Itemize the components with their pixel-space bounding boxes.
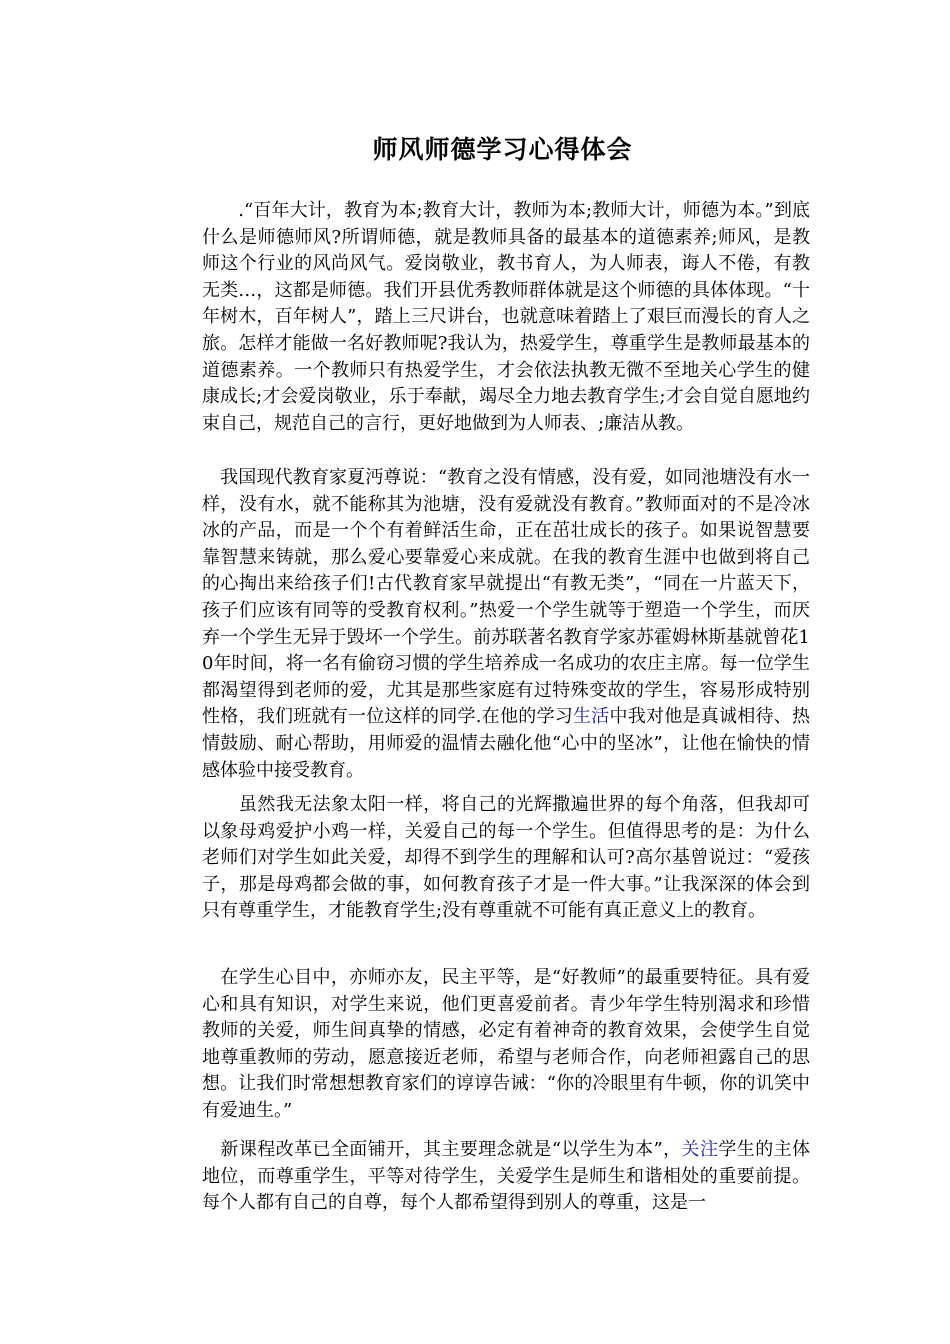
paragraph-text: 学生的主体地位，而尊重学生，平等对待学生，关爱学生是师生和谐相处的重要前提。每个人都有自己的自尊，每个人都希望得到别人的尊重，这是一 bbox=[202, 1139, 811, 1214]
link-focus[interactable]: 关注 bbox=[681, 1139, 719, 1160]
paragraph-4 bbox=[202, 965, 810, 1125]
paragraph-indent bbox=[202, 794, 239, 815]
paragraph-5 bbox=[202, 1137, 810, 1217]
paragraph-text: 我国现代教育家夏沔尊说：“教育之没有情感，没有爱，如同池塘没有水一样，没有水，就不能称其为池塘，没有爱就没有教育。”教师面对的不是冷冰冰的产品，而是一个个有着鲜活生命，正在茁壮成长的孩子。如果说智慧要靠智慧来铸就，那么爱心要靠爱心来成就。在我的教育生涯中也做到将自己的心掏出来给孩子们!古代教育家早就提出“有教无类”，“同在一片蓝天下，孩子们应该有同等的受教育权利。”热爱一个学生就等于塑造一个学生，而厌弃一个学生无异于毁坏一个学生。前苏联著名教育学家苏霍姆林斯基就曾花10年时间，将一名有偷窃习惯的学生培养成一名成功的农庄主席。每一位学生都渴望得到老师的爱，尤其是那些家庭有过特殊变故的学生，容易形成特别性格，我们班就有一位这样的同学.在他的学习 bbox=[202, 467, 811, 728]
paragraph-2 bbox=[202, 465, 810, 784]
paragraph-text: 在学生心目中，亦师亦友，民主平等，是“好教师”的最重要特征。具有爱心和具有知识，对学生来说，他们更喜爱前者。青少年学生特别渴求和珍惜教师的关爱，师生间真挚的情感，必定有着神奇的教育效果，会使学生自觉地尊重教师的劳动，愿意接近老师，希望与老师合作，向老师袒露自己的思想。让我们时常想想教育家们的谆谆告诫：“你的冷眼里有牛顿，你的讥笑中有爱迪生。” bbox=[202, 967, 811, 1121]
paragraph-text: 中我对他是真诚相待、热情鼓励、耐心帮助，用师爱的温情去融化他“心中的坚冰”，让他在愉快的情感体验中接受教育。 bbox=[202, 706, 811, 781]
paragraph-indent bbox=[202, 1139, 220, 1160]
paragraph-indent bbox=[202, 200, 238, 221]
link-life[interactable]: 生活 bbox=[572, 706, 610, 728]
paragraph-3 bbox=[202, 792, 810, 925]
paragraph-indent bbox=[202, 967, 220, 988]
document-title: 师风师德学习心得体会 bbox=[372, 135, 633, 164]
paragraph-text: 新课程改革已全面铺开，其主要理念就是“以学生为本”， bbox=[220, 1139, 682, 1160]
paragraph-text: 虽然我无法象太阳一样，将自己的光辉撒遍世界的每个角落，但我却可以象母鸡爱护小鸡一样，关爱自己的每一个学生。但值得思考的是：为什么老师们对学生如此关爱，却得不到学生的理解和认可?高尔基曾说过：“爱孩子，那是母鸡都会做的事，如何教育孩子才是一件大事。”让我深深的体会到只有尊重学生，才能教育学生;没有尊重就不可能有真正意义上的教育。 bbox=[202, 794, 810, 922]
paragraph-1 bbox=[202, 198, 810, 437]
paragraph-text: .“百年大计，教育为本;教育大计，教师为本;教师大计，师德为本。”到底什么是师德师风?所谓师德，就是教师具备的最基本的道德素养;师风，是教师这个行业的风尚风气。爱岗敬业，教书育人，为人师表，诲人不倦，有教无类…，这都是师德。我们开县优秀教师群体就是这个师德的具体体现。“十年树木，百年树人”，踏上三尺讲台，也就意味着踏上了艰巨而漫长的育人之旅。怎样才能做一名好教师呢?我认为，热爱学生，尊重学生是教师最基本的道德素养。一个教师只有热爱学生，才会依法执教无微不至地关心学生的健康成长;才会爱岗敬业，乐于奉献，竭尽全力地去教育学生;才会自觉自愿地约束自己，规范自己的言行，更好地做到为人师表、;廉洁从教。 bbox=[202, 200, 810, 434]
paragraph-indent bbox=[202, 467, 220, 488]
